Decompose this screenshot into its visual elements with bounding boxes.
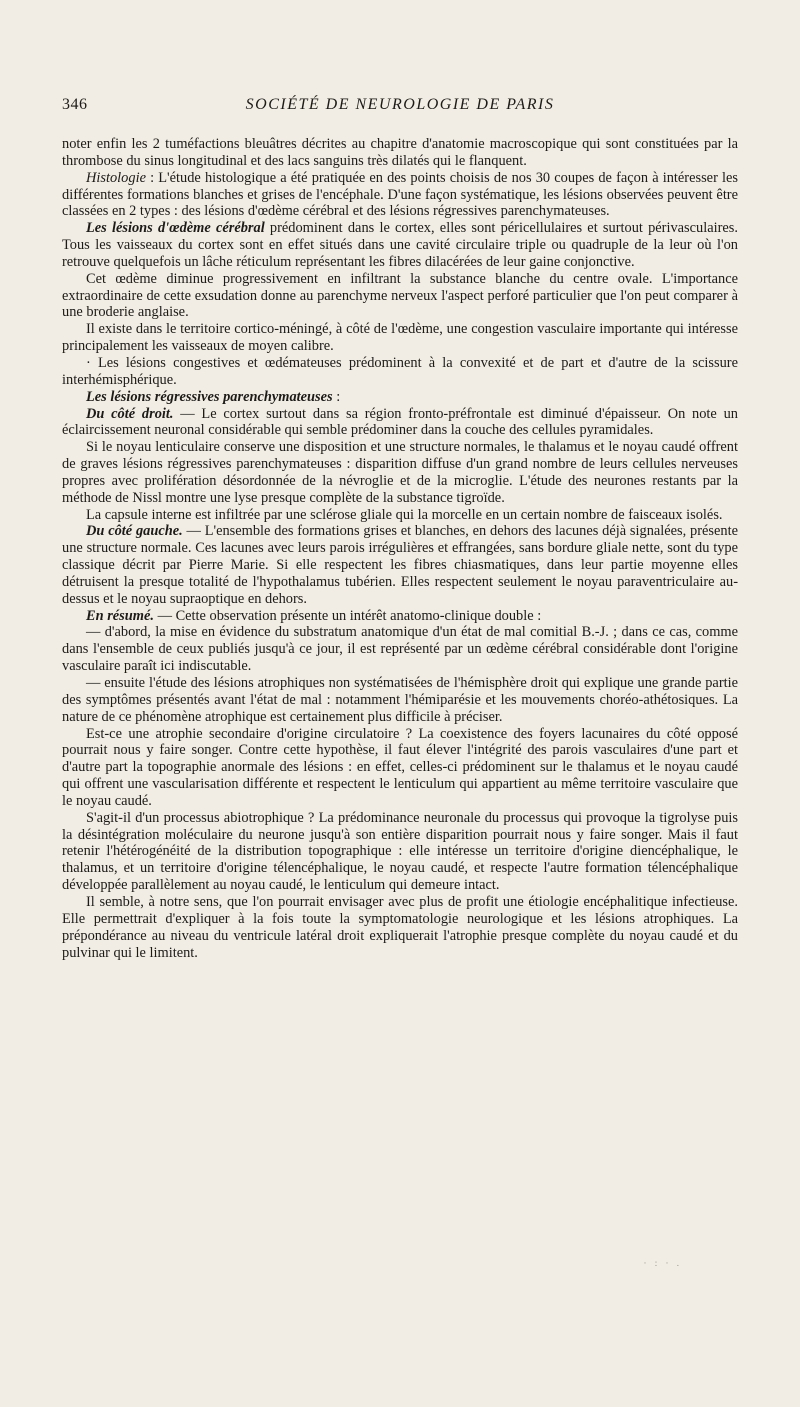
paragraph: La capsule interne est infiltrée par une sclérose gliale qui la morcelle en un certain nombre de faisceaux isolés. [86,506,723,523]
paragraph: noter enfin les 2 tuméfactions bleuâtres décrites au chapitre d'anatomie macroscopique qui sont constituées par la thrombose du sinus longitudinal et des lacs sanguins très dilatés qui le flanquent. [62,136,738,169]
paragraph: S'agit-il d'un processus abiotrophique ? La prédominance neuronale du processus qui provoque la tigrolyse puis la désintégration moléculaire du neurone jusqu'à son entière disparition pourrait nous y faire songer. Mais il faut retenir l'hétérogénéité de la distribution topographique : elle intéresse un territoire d'origine diencéphalique, le thalamus, et un territoire d'origine télencéphalique, le noyau caudé, et respecte l'autre formation télencéphalique développée parallèlement au noyau caudé, le lenticulum qui demeure intact. [62,809,738,894]
paragraph: Les lésions régressives parenchymateuses : [86,388,341,405]
body-text [62,136,738,961]
page-header [62,96,738,118]
paragraph: Du côté gauche. — L'ensemble des formations grises et blanches, en dehors des lacunes déjà signalées, présente une structure normale. Ces lacunes avec leurs parois irrégulières et effrangées, sans bordure gliale nette, sont du type classique décrit par Pierre Marie. Si elle respectent les fibres chiasmatiques, dans leur partie moyenne elles détruisent la presque totalité de l'hypothalamus tubérien. Elles respectent seulement le noyau paraventriculaire au-dessus et le noyau supraoptique en dehors. [62,523,738,607]
paragraph: En résumé. — Cette observation présente un intérêt anatomo-clinique double : [86,607,542,624]
print-smudge: · : · . [643,1258,682,1268]
section-lead: Histologie [86,169,146,186]
section-lead: Du côté droit. [86,405,174,422]
paragraph: Est-ce une atrophie secondaire d'origine circulatoire ? La coexistence des foyers lacunaires du côté opposé pourrait nous y faire songer. Contre cette hypothèse, il faut élever l'intégrité des parois vasculaires d'une part et d'autre part la topographie anormale des lésions : en effet, celles-ci prédominent sur le thalamus et le noyau caudé qui offrent une vascularisation différente et respectent le lenticulum qui appartient au même territoire vasculaire que le noyau caudé. [62,725,738,809]
paragraph: Les lésions d'œdème cérébral prédominent dans le cortex, elles sont péricellulaires et surtout périvasculaires. Tous les vaisseaux du cortex sont en effet situés dans une cavité circulaire triple ou quadruple de la leur où l'on retrouve quelquefois un lâche réticulum représentant les fibres dilacérées de leur gaine conjonctive. [62,220,738,270]
paragraph: Du côté droit. — Le cortex surtout dans sa région fronto-préfrontale est diminué d'épaisseur. On note un éclaircissement neuronal considérable qui semble prédominer dans la couche des cellules pyramidales. [62,405,738,439]
paragraph: Si le noyau lenticulaire conserve une disposition et une structure normales, le thalamus et le noyau caudé offrent de graves lésions régressives parenchymateuses : disparition diffuse d'un grand nombre de leurs cellules nerveuses propres avec prolifération désordonnée de la névroglie et de la microglie. L'étude des neurones restants par la méthode de Nissl montre une lyse presque complète de la substance tigroïde. [62,439,738,506]
section-lead: En résumé. [86,607,154,624]
section-lead: Du côté gauche. [86,523,183,540]
page-number: 346 [62,96,88,113]
paragraph: — d'abord, la mise en évidence du substratum anatomique d'un état de mal comitial B.-J. ; dans ce cas, comme dans l'ensemble de ceux publiés jusqu'à ce jour, il est représenté par un œdème cérébral considérable dont l'origine vasculaire paraît ici indiscutable. [62,624,738,675]
running-title: SOCIÉTÉ DE NEUROLOGIE DE PARIS [245,96,555,113]
section-lead: Les lésions d'œdème cérébral [86,220,265,237]
paragraph: Il semble, à notre sens, que l'on pourrait envisager avec plus de profit une étiologie encéphalitique infectieuse. Elle permettrait d'expliquer à la fois toute la symptomatologie neurologique et les lésions atrophiques. La prépondérance au niveau du ventricule latéral droit expliquerait l'atrophie presque complète du noyau caudé et du pulvinar qui le limitent. [62,893,738,961]
paragraph: Histologie : L'étude histologique a été pratiquée en des points choisis de nos 30 coupes de façon à intéresser les différentes formations blanches et grises de l'encéphale. D'une façon systématique, les lésions observées peuvent être classées en 2 types : des lésions d'œdème cérébral et des lésions régressives parenchymateuses. [62,169,738,220]
paragraph: — ensuite l'étude des lésions atrophiques non systématisées de l'hémisphère droit qui explique une grande partie des symptômes présentés avant l'état de mal : notamment l'hémiparésie et les mouvements choréo-athétosiques. La nature de ce phénomène atrophique est certainement plus difficile à préciser. [62,675,738,725]
paragraph: Il existe dans le territoire cortico-méningé, à côté de l'œdème, une congestion vasculaire importante qui intéresse principalement les vaisseaux de moyen calibre. [62,321,738,355]
paragraph: · Les lésions congestives et œdémateuses prédominent à la convexité et de part et d'autre de la scissure interhémisphérique. [62,354,738,388]
paragraph: Cet œdème diminue progressivement en infiltrant la substance blanche du centre ovale. L'importance extraordinaire de cette exsudation donne au parenchyme nerveux l'aspect perforé particulier que l'on peut comparer à une broderie anglaise. [62,270,738,321]
section-lead: Les lésions régressives parenchymateuses [86,388,333,405]
